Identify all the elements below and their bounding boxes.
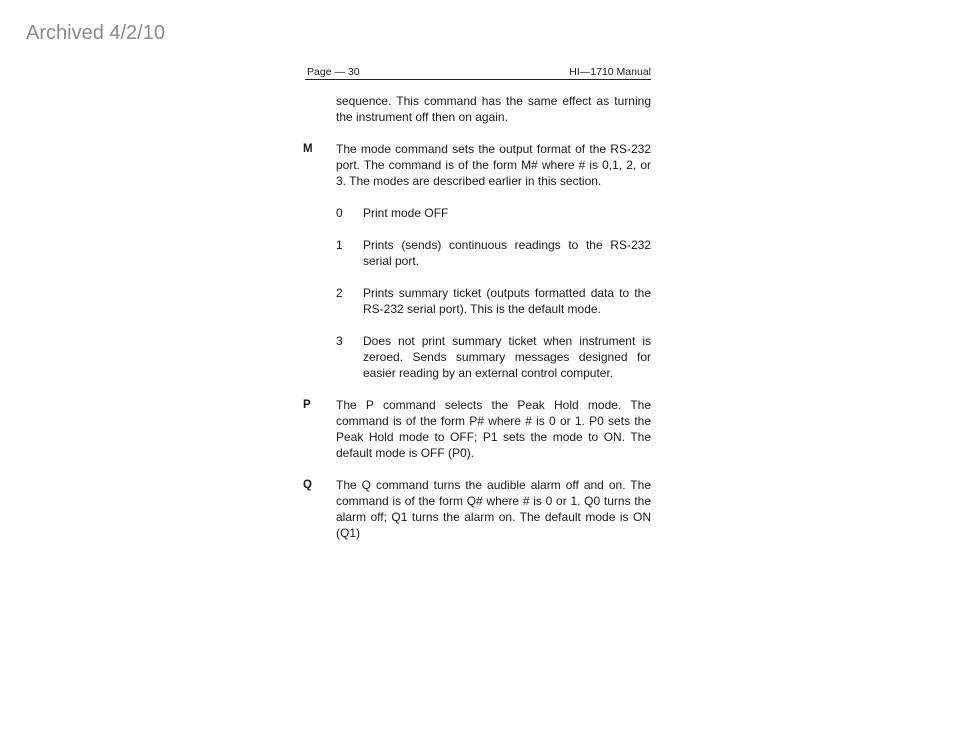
- command-description: The mode command sets the output format of the RS-232 port. The command is of the form M# where # is 0,1, 2, or 3. The modes are described earlier in this section.: [336, 142, 651, 188]
- command-description: The P command selects the Peak Hold mode. The command is of the form P# where # is 0 or 1. P0 sets the Peak Hold mode to OFF; P1 sets the mode to ON. The default mode is OFF (P0).: [336, 398, 651, 460]
- command-entry-q: [303, 477, 651, 541]
- document-body: [303, 93, 651, 541]
- intro-entry: [303, 93, 651, 125]
- mode-number: 0: [336, 206, 343, 220]
- archived-watermark: Archived 4/2/10: [26, 22, 165, 44]
- mode-item: [336, 205, 651, 221]
- command-key: M: [303, 143, 313, 155]
- manual-title: HI—1710 Manual: [569, 66, 651, 78]
- command-entry-m: [303, 141, 651, 381]
- command-description: The Q command turns the audible alarm off and on. The command is of the form Q# where # is 0 or 1. Q0 turns the alarm off; Q1 turns the alarm on. The default mode is ON (Q1): [336, 478, 651, 540]
- mode-item: [336, 237, 651, 269]
- intro-paragraph: sequence. This command has the same effect as turning the instrument off then on again.: [336, 94, 651, 124]
- command-key: P: [303, 399, 311, 411]
- mode-description: Does not print summary ticket when instrument is zeroed. Sends summary messages designed for easier reading by an external control computer.: [363, 334, 651, 380]
- command-key: Q: [303, 479, 312, 491]
- mode-list: [336, 205, 651, 381]
- mode-description: Prints (sends) continuous readings to the RS-232 serial port.: [363, 238, 651, 268]
- mode-number: 3: [336, 334, 343, 348]
- mode-item: [336, 285, 651, 317]
- mode-item: [336, 333, 651, 381]
- command-entry-p: [303, 397, 651, 461]
- mode-number: 1: [336, 238, 343, 252]
- mode-description: Prints summary ticket (outputs formatted data to the RS-232 serial port). This is the default mode.: [363, 286, 651, 316]
- page-number: Page — 30: [307, 66, 360, 78]
- page-header: [305, 65, 651, 80]
- mode-description: Print mode OFF: [363, 206, 449, 220]
- mode-number: 2: [336, 286, 343, 300]
